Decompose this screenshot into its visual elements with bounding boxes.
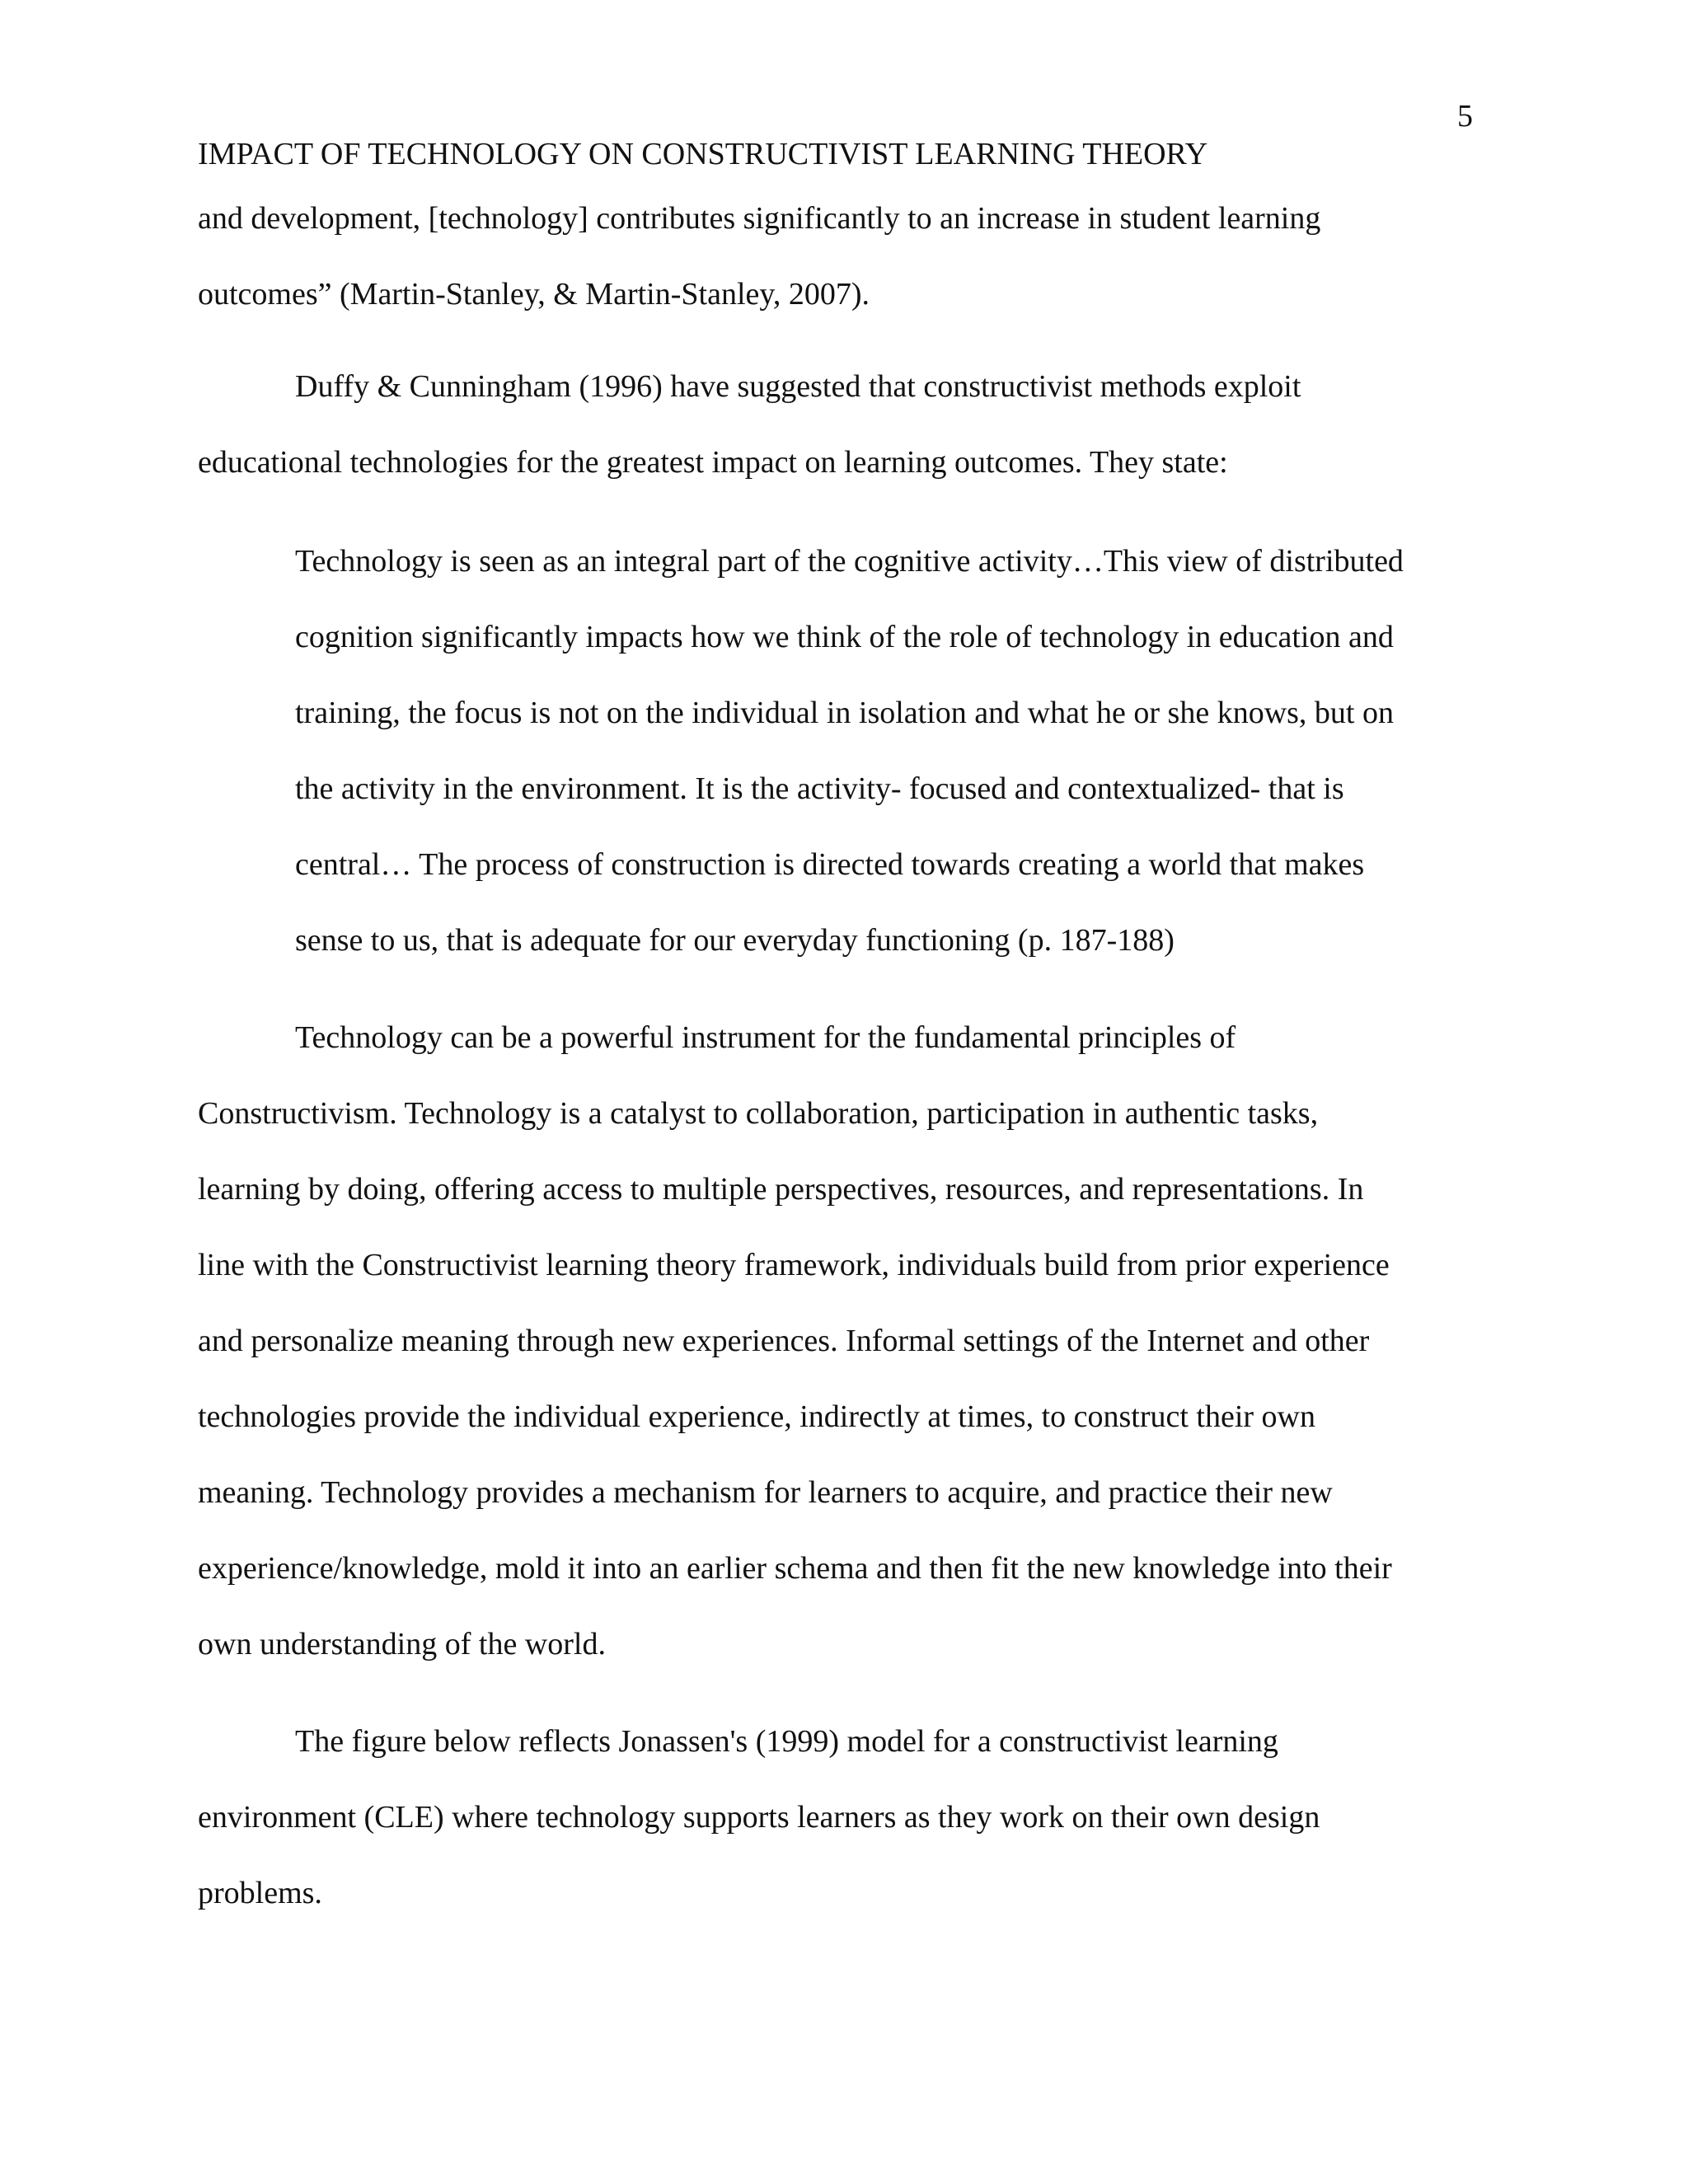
text-line: educational technologies for the greatest impact on learning outcomes. They state: [198, 445, 1228, 480]
text-line: technologies provide the individual experience, indirectly at times, to construct their own [198, 1399, 1315, 1434]
running-head: IMPACT OF TECHNOLOGY ON CONSTRUCTIVIST LEARNING THEORY [198, 137, 1208, 171]
text-line: Duffy & Cunningham (1996) have suggested that constructivist methods exploit [295, 369, 1301, 404]
text-line: outcomes” (Martin-Stanley, & Martin-Stanley, 2007). [198, 277, 870, 312]
text-line: and personalize meaning through new experiences. Informal settings of the Internet and other [198, 1324, 1370, 1358]
text-line: learning by doing, offering access to multiple perspectives, resources, and representations. In [198, 1172, 1364, 1207]
block-quote-line: the activity in the environment. It is the activity- focused and contextualized- that is [295, 771, 1344, 806]
text-line: meaning. Technology provides a mechanism for learners to acquire, and practice their new [198, 1475, 1333, 1510]
block-quote-line: Technology is seen as an integral part of the cognitive activity…This view of distributed [295, 544, 1404, 579]
text-line: and development, [technology] contributes significantly to an increase in student learning [198, 201, 1321, 236]
block-quote-line: sense to us, that is adequate for our everyday functioning (p. 187-188) [295, 923, 1175, 958]
text-line: line with the Constructivist learning theory framework, individuals build from prior experience [198, 1248, 1390, 1282]
text-line: problems. [198, 1876, 322, 1910]
text-line: own understanding of the world. [198, 1627, 606, 1661]
text-line: environment (CLE) where technology supports learners as they work on their own design [198, 1800, 1320, 1835]
text-line: The figure below reflects Jonassen's (1999) model for a constructivist learning [295, 1724, 1278, 1759]
block-quote-line: training, the focus is not on the individual in isolation and what he or she knows, but on [295, 696, 1394, 730]
text-line: Technology can be a powerful instrument for the fundamental principles of [295, 1020, 1236, 1055]
text-line: Constructivism. Technology is a catalyst to collaboration, participation in authentic tasks, [198, 1096, 1319, 1131]
block-quote-line: central… The process of construction is directed towards creating a world that makes [295, 847, 1365, 882]
block-quote-line: cognition significantly impacts how we think of the role of technology in education and [295, 620, 1394, 654]
page-number: 5 [1457, 99, 1473, 134]
text-line: experience/knowledge, mold it into an earlier schema and then fit the new knowledge into their [198, 1551, 1392, 1586]
